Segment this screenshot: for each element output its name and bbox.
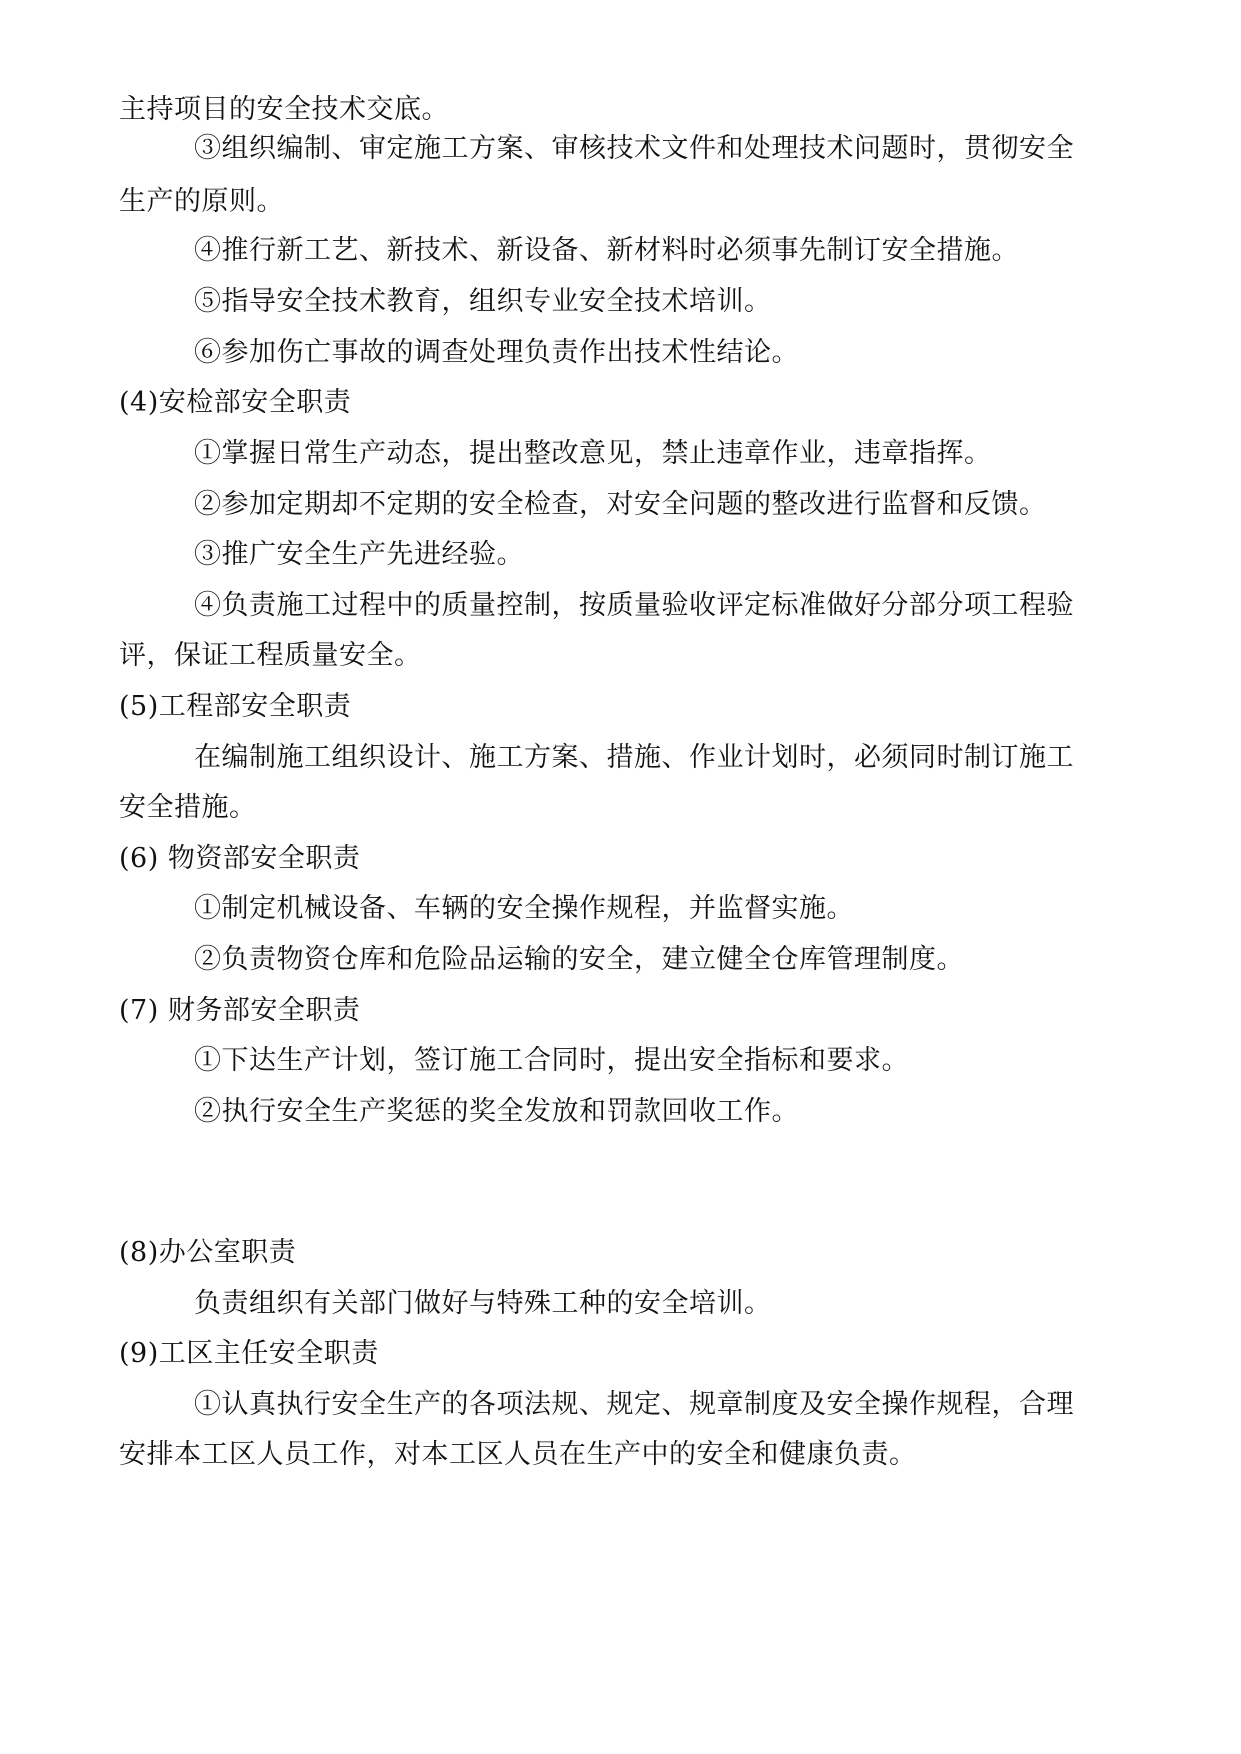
text-line: ②执行安全生产奖惩的奖全发放和罚款回收工作。 <box>194 1096 799 1127</box>
text-line: 评，保证工程质量安全。 <box>119 640 422 671</box>
section-heading: (6) 物资部安全职责 <box>119 843 361 874</box>
text-line: ⑥参加伤亡事故的调查处理负责作出技术性结论。 <box>194 337 799 368</box>
text-line: ①掌握日常生产动态，提出整改意见，禁止违章作业，违章指挥。 <box>194 438 992 469</box>
text-line: ①下达生产计划，签订施工合同时，提出安全指标和要求。 <box>194 1045 909 1076</box>
section-heading: (7) 财务部安全职责 <box>119 995 361 1026</box>
text-line: 安排本工区人员工作，对本工区人员在生产中的安全和健康负责。 <box>119 1439 917 1470</box>
text-line: 主持项目的安全技术交底。 <box>119 94 449 125</box>
section-heading: (4)安检部安全职责 <box>119 387 352 418</box>
text-line: ③组织编制、审定施工方案、审核技术文件和处理技术问题时，贯彻安全 <box>194 133 1074 164</box>
text-line: 生产的原则。 <box>119 186 284 217</box>
text-line: ①制定机械设备、车辆的安全操作规程，并监督实施。 <box>194 893 854 924</box>
text-line: 在编制施工组织设计、施工方案、措施、作业计划时，必须同时制订施工 <box>194 742 1074 773</box>
text-line: ②负责物资仓库和危险品运输的安全，建立健全仓库管理制度。 <box>194 944 964 975</box>
text-line: ④推行新工艺、新技术、新设备、新材料时必须事先制订安全措施。 <box>194 235 1019 266</box>
text-line: ②参加定期却不定期的安全检查，对安全问题的整改进行监督和反馈。 <box>194 489 1047 520</box>
section-heading: (8)办公室职责 <box>119 1237 297 1268</box>
text-line: ③推广安全生产先进经验。 <box>194 539 524 570</box>
text-line: ④负责施工过程中的质量控制，按质量验收评定标准做好分部分项工程验 <box>194 590 1074 621</box>
text-line: 安全措施。 <box>119 792 257 823</box>
section-heading: (5)工程部安全职责 <box>119 691 352 722</box>
text-line: ⑤指导安全技术教育，组织专业安全技术培训。 <box>194 286 772 317</box>
section-heading: (9)工区主任安全职责 <box>119 1338 379 1369</box>
text-line: 负责组织有关部门做好与特殊工种的安全培训。 <box>194 1288 772 1319</box>
text-line: ①认真执行安全生产的各项法规、规定、规章制度及安全操作规程，合理 <box>194 1389 1074 1420</box>
